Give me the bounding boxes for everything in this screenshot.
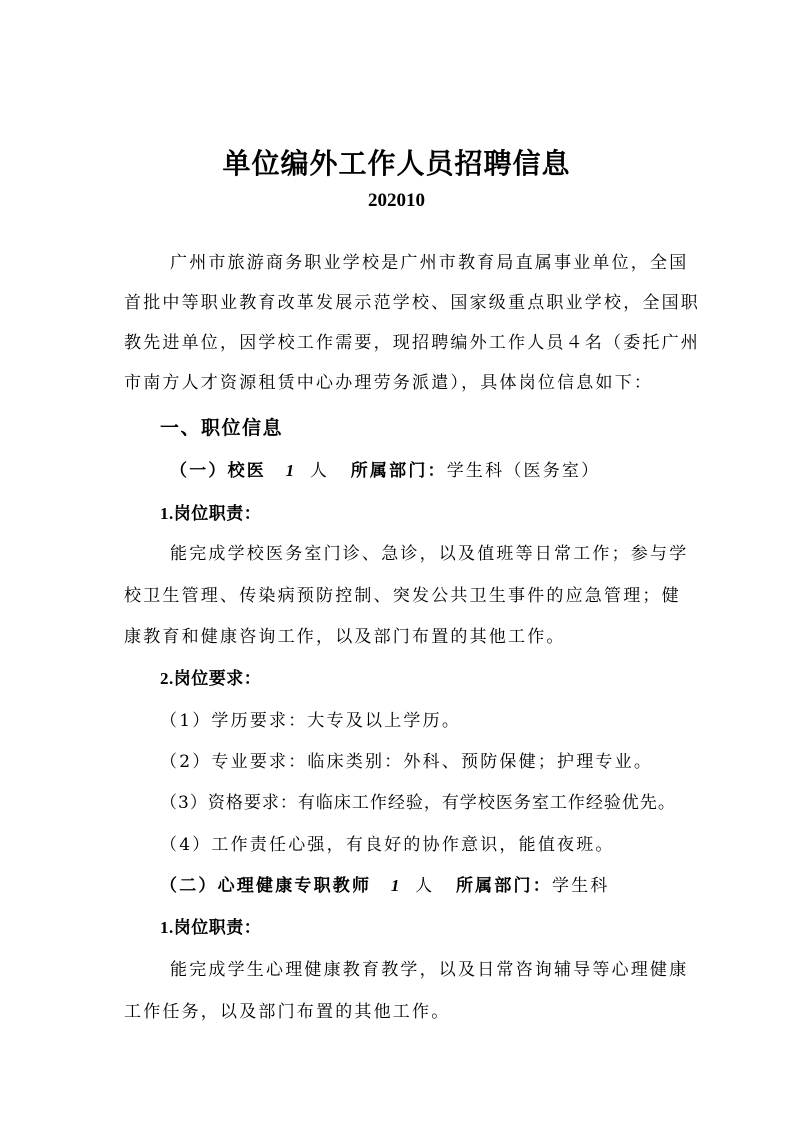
page-title: 单位编外工作人员招聘信息	[222, 147, 571, 180]
position-1-requirements-label: 2.岗位要求：	[160, 669, 262, 688]
position-2-duty-line-2: 工作任务，以及部门布置的其他工作。	[124, 1002, 451, 1022]
requirement-4: （4）工作责任心强，有良好的协作意识，能值夜班。	[160, 835, 615, 855]
position-2-dept-value: 学生科	[551, 876, 610, 896]
position-1-count: 1	[285, 461, 297, 480]
intro-line-1: 广州市旅游商务职业学校是广州市教育局直属事业单位，全国	[170, 253, 689, 273]
position-1-duties-label: 1.岗位职责：	[160, 504, 262, 523]
requirement-2: （2）专业要求：临床类别：外科、预防保健；护理专业。	[160, 752, 654, 772]
position-1-unit: 人	[309, 461, 330, 481]
position-1-dept-value: 学生科（医务室）	[446, 461, 601, 481]
intro-line-2: 首批中等职业教育改革发展示范学校、国家级重点职业学校，全国职	[124, 293, 700, 313]
intro-line-3: 教先进单位，因学校工作需要，现招聘编外工作人员４名（委托广州	[124, 333, 700, 353]
page-subtitle: 202010	[368, 190, 425, 211]
section-heading: 一、职位信息	[160, 417, 284, 439]
position-1-dept-label: 所属部门：	[350, 461, 447, 481]
position-2-duty-line-1: 能完成学生心理健康教育教学，以及日常咨询辅导等心理健康	[170, 960, 689, 980]
position-2-title: （二）心理健康专职教师	[160, 876, 372, 896]
requirement-3: （3）资格要求：有临床工作经验，有学校医务室工作经验优先。	[160, 793, 676, 813]
position-1-duty-line-2: 校卫生管理、传染病预防控制、突发公共卫生事件的应急管理；健	[124, 586, 681, 606]
requirement-1: （1）学历要求：大专及以上学历。	[160, 711, 462, 731]
position-1-header	[170, 459, 600, 483]
position-2-header	[160, 874, 610, 898]
position-1-duty-line-3: 康教育和健康咨询工作，以及部门布置的其他工作。	[124, 627, 566, 647]
position-1-duty-line-1: 能完成学校医务室门诊、急诊，以及值班等日常工作；参与学	[170, 544, 689, 564]
intro-line-4: 市南方人才资源租赁中心办理劳务派遣），具体岗位信息如下：	[124, 373, 654, 393]
position-1-title: （一）校医	[170, 461, 266, 481]
position-2-count: 1	[390, 876, 402, 895]
position-2-dept-label: 所属部门：	[455, 876, 552, 896]
position-2-unit: 人	[415, 876, 435, 896]
position-2-duties-label: 1.岗位职责：	[160, 918, 262, 937]
